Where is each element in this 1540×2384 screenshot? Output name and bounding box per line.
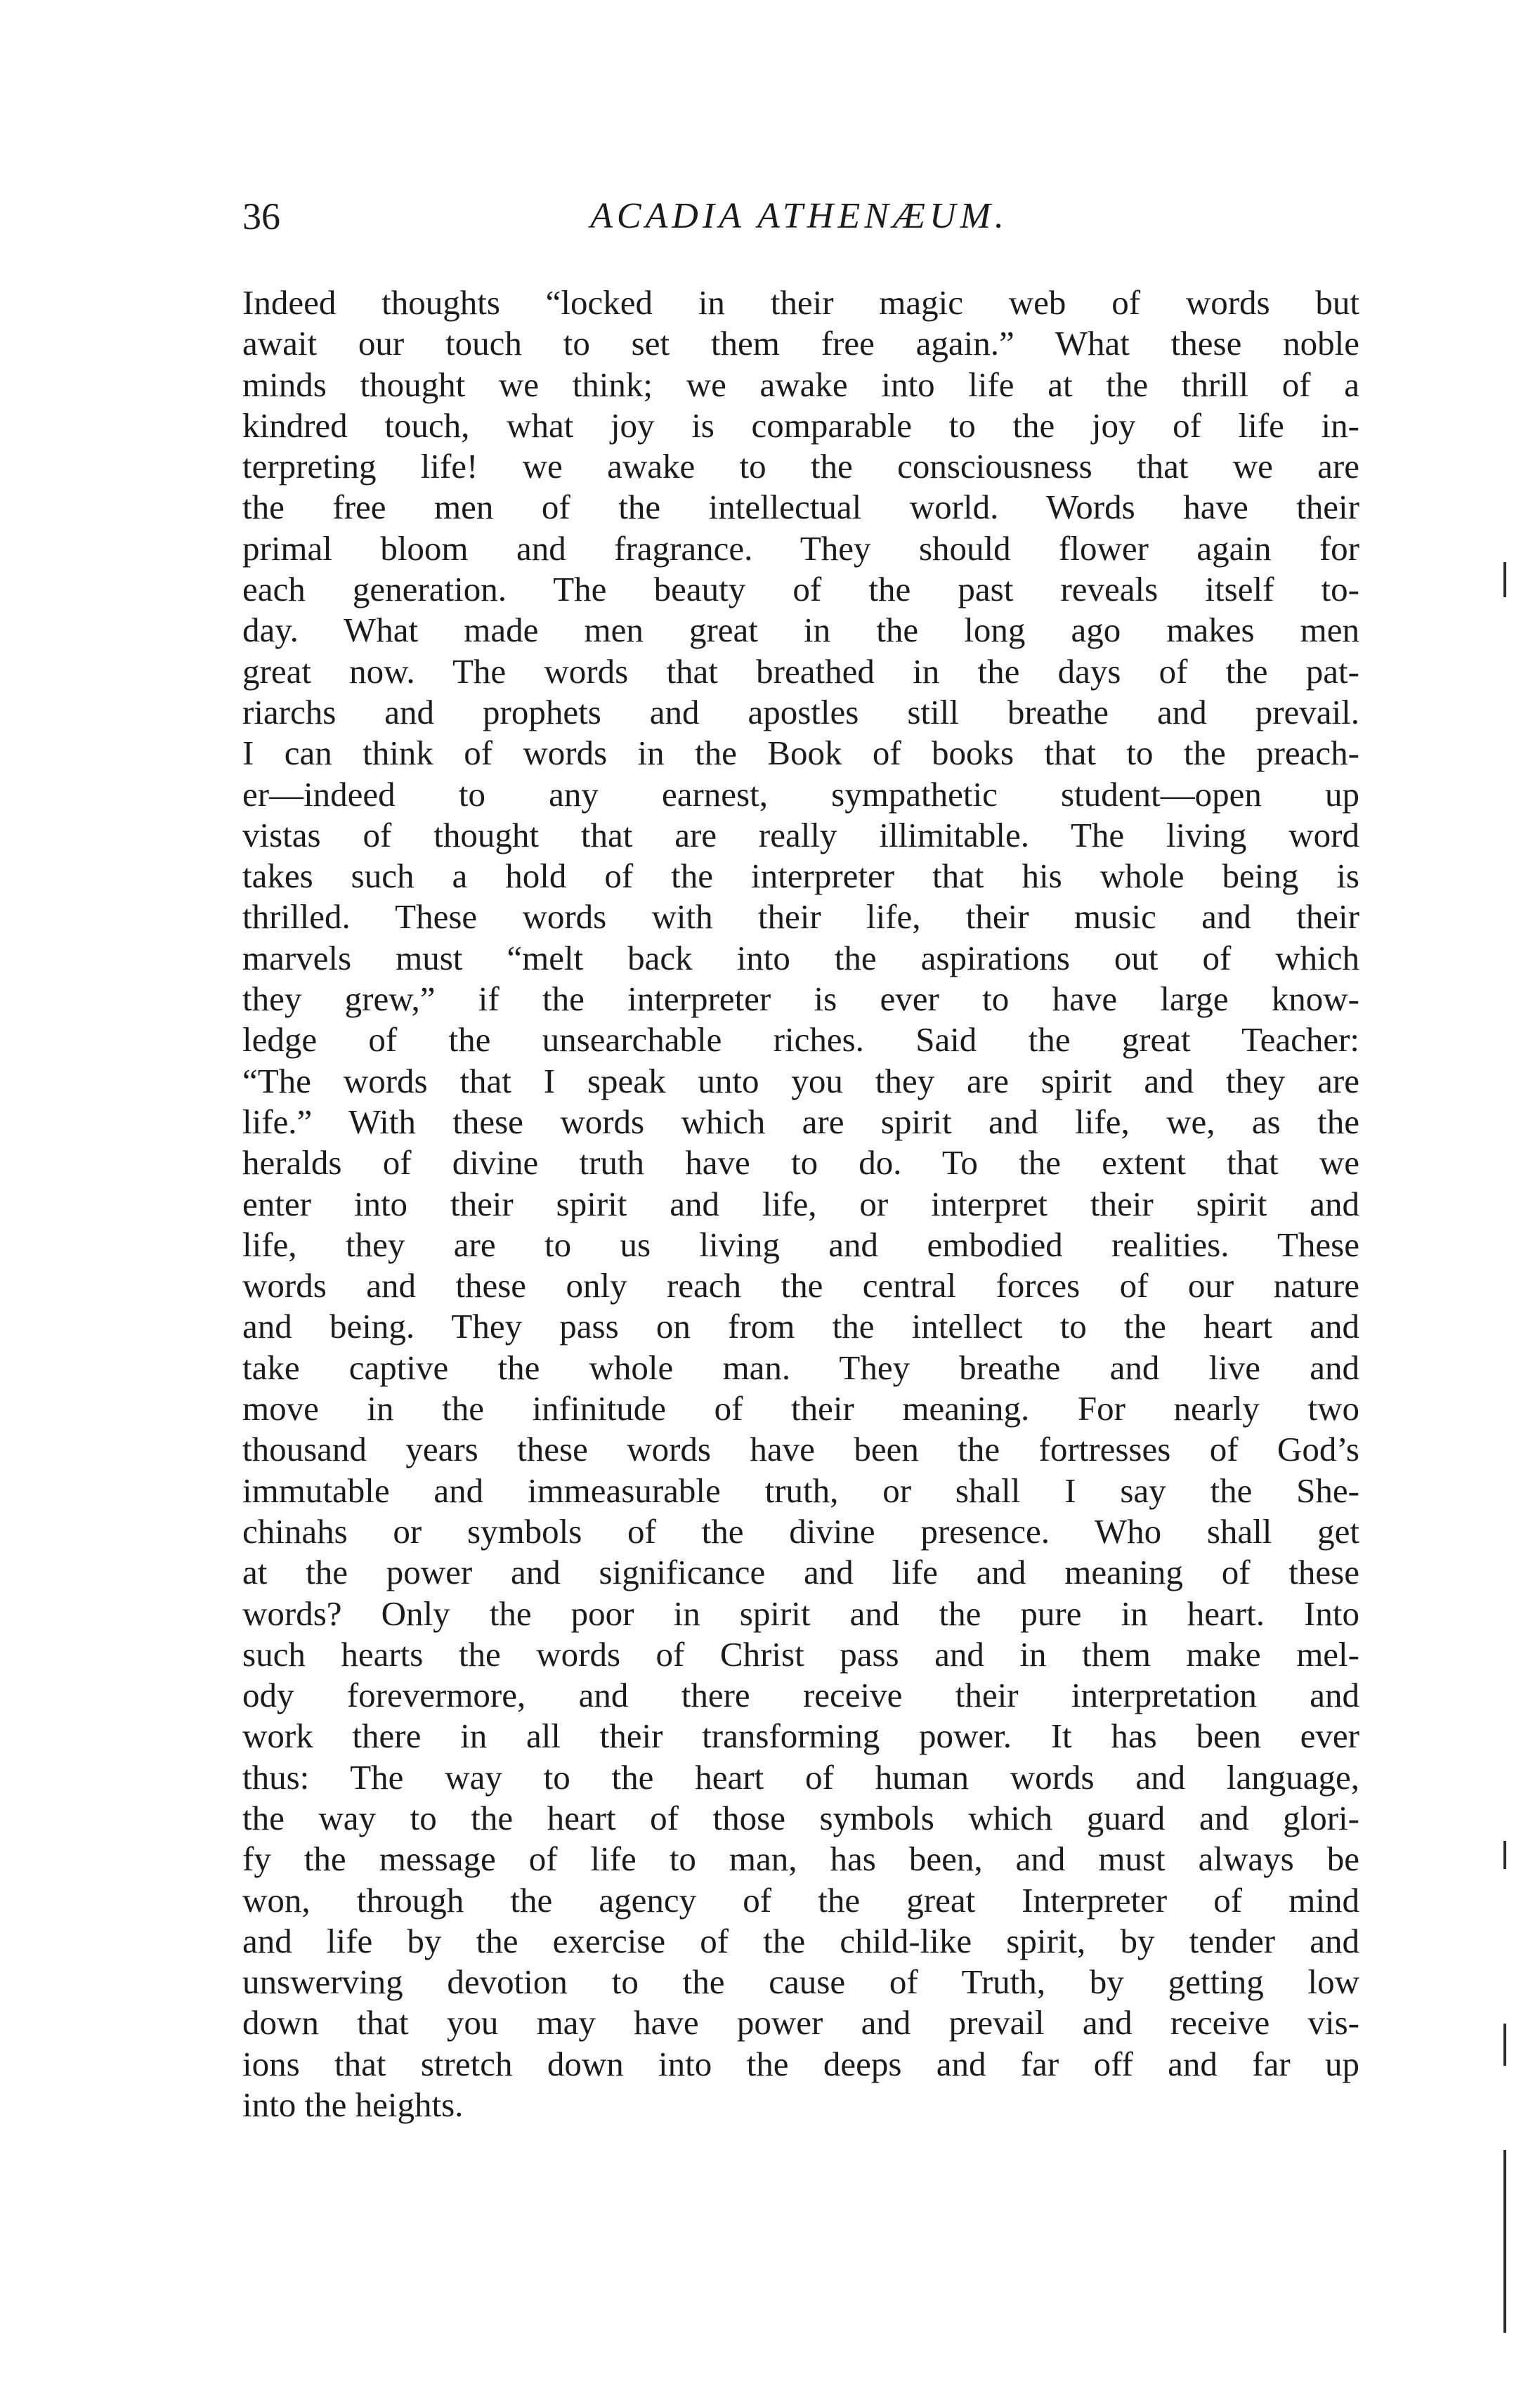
scan-artifact	[1503, 1841, 1506, 1869]
scan-artifact	[1503, 2024, 1506, 2066]
text-line: move in the infinitude of their meaning. For nearly two	[242, 1389, 1359, 1428]
text-line: day. What made men great in the long ago makes men	[242, 611, 1359, 650]
text-line: thousand years these words have been the fortresses of God’s	[242, 1430, 1359, 1469]
text-line: words? Only the poor in spirit and the pure in heart. Into	[242, 1594, 1359, 1633]
text-line: the way to the heart of those symbols which guard and glori-	[242, 1798, 1359, 1837]
text-line: they grew,” if the interpreter is ever to have large know-	[242, 979, 1359, 1019]
text-line: ledge of the unsearchable riches. Said the great Teacher:	[242, 1020, 1359, 1060]
text-line: fy the message of life to man, has been, and must always be	[242, 1839, 1359, 1879]
text-line: thrilled. These words with their life, their music and their	[242, 897, 1359, 937]
text-line: ions that stretch down into the deeps and far off and far up	[242, 2044, 1359, 2083]
text-line: ody forevermore, and there receive their interpretation and	[242, 1676, 1359, 1715]
text-line: er—indeed to any earnest, sympathetic student—open up	[242, 774, 1359, 814]
body-text	[242, 282, 1359, 2125]
text-line: each generation. The beauty of the past reveals itself to-	[242, 570, 1359, 609]
text-line: immutable and immeasurable truth, or shall I say the She-	[242, 1471, 1359, 1510]
text-line: primal bloom and fragrance. They should flower again for	[242, 528, 1359, 568]
text-line: enter into their spirit and life, or interpret their spirit and	[242, 1184, 1359, 1223]
text-line: unswerving devotion to the cause of Truth, by getting low	[242, 1962, 1359, 2002]
text-line: life, they are to us living and embodied realities. These	[242, 1225, 1359, 1264]
text-line: riarchs and prophets and apostles still breathe and prevail.	[242, 692, 1359, 731]
text-line: work there in all their transforming power. It has been ever	[242, 1717, 1359, 1756]
text-line: Indeed thoughts “locked in their magic web of words but	[242, 283, 1359, 322]
scan-artifact	[1503, 562, 1506, 597]
text-line: such hearts the words of Christ pass and in them make mel-	[242, 1634, 1359, 1674]
text-line: heralds of divine truth have to do. To the extent that we	[242, 1143, 1359, 1183]
text-line: into the heights.	[242, 2085, 464, 2125]
text-line: kindred touch, what joy is comparable to the joy of life in-	[242, 405, 1359, 445]
text-line: minds thought we think; we awake into life at the thrill of a	[242, 365, 1359, 404]
text-line: terpreting life! we awake to the consciousness that we are	[242, 447, 1359, 486]
text-line: great now. The words that breathed in the days of the pat-	[242, 651, 1359, 691]
text-line: down that you may have power and prevail and receive vis-	[242, 2003, 1359, 2043]
text-line: words and these only reach the central forces of our nature	[242, 1266, 1359, 1305]
text-line: marvels must “melt back into the aspirations out of which	[242, 938, 1359, 977]
text-line: take captive the whole man. They breathe and live and	[242, 1348, 1359, 1387]
scan-artifact	[1503, 2150, 1506, 2333]
page-header	[242, 188, 1356, 252]
page-number: 36	[242, 195, 280, 237]
text-line: at the power and significance and life and meaning of these	[242, 1553, 1359, 1592]
text-line: won, through the agency of the great Interpreter of mind	[242, 1880, 1359, 1920]
text-line: chinahs or symbols of the divine presence. Who shall get	[242, 1511, 1359, 1551]
text-line: the free men of the intellectual world. Words have their	[242, 488, 1359, 527]
text-line: I can think of words in the Book of books that to the preach-	[242, 734, 1359, 773]
text-line: life.” With these words which are spirit and life, we, as the	[242, 1102, 1359, 1141]
text-line: vistas of thought that are really illimitable. The living word	[242, 815, 1359, 854]
text-line: and life by the exercise of the child-like spirit, by tender and	[242, 1921, 1359, 1960]
text-line: thus: The way to the heart of human words and language,	[242, 1757, 1359, 1797]
text-line: await our touch to set them free again.” What these noble	[242, 324, 1359, 363]
running-title: ACADIA ATHENÆUM.	[590, 196, 1008, 236]
text-line: takes such a hold of the interpreter that his whole being is	[242, 856, 1359, 896]
text-line: “The words that I speak unto you they are spirit and they are	[242, 1061, 1359, 1100]
text-line: and being. They pass on from the intellect to the heart and	[242, 1307, 1359, 1346]
